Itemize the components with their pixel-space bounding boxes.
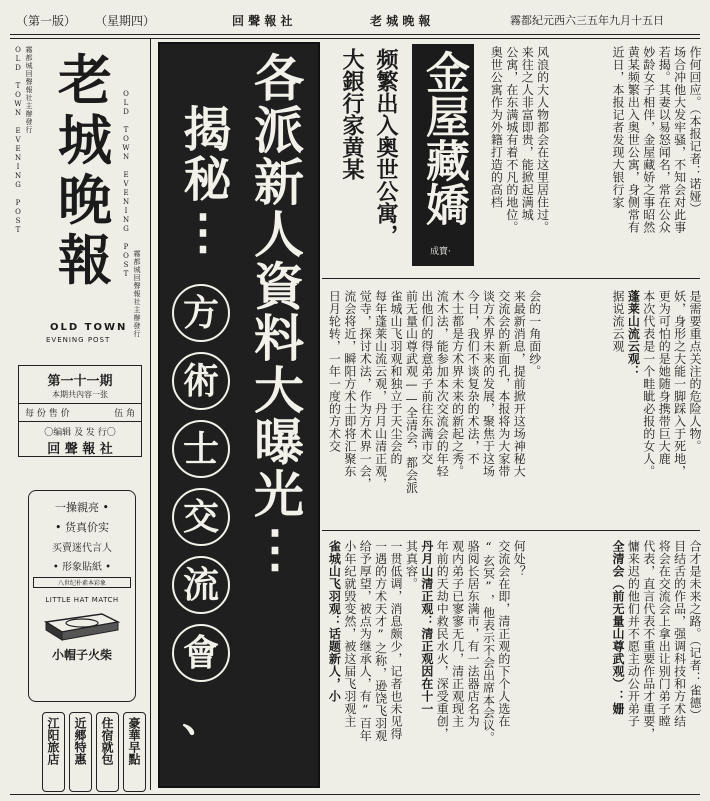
masthead-title	[50, 50, 120, 290]
circled-char: 士	[172, 420, 230, 478]
article-column: 更为可怕的是她随身携带巨大鹿	[657, 290, 672, 465]
bottom-rule	[10, 794, 700, 795]
ad-brand-en: LITTLE HAT MATCH	[45, 596, 119, 604]
press-name-left: 回 聲 報 社	[232, 14, 293, 28]
article-column: 风浪的大人物都会在这里居住过。	[535, 46, 550, 234]
bottom-ads	[22, 712, 146, 792]
article-column: 木士都是方术界未来的新起之秀。	[450, 290, 465, 478]
match-ad	[28, 490, 136, 702]
article-column: 合才是未来之路。（记者：雀德）	[688, 540, 702, 722]
article-column: 黄某频繁出入奥世公寓，身侧常有	[626, 46, 641, 234]
masthead-char: 報	[58, 228, 112, 292]
ad-line-3: 买賣迷代言人	[52, 543, 112, 554]
article-column: 骆阅长居东满市，有一法器店名为	[466, 540, 481, 728]
article-column: 近日，本报记者发现大银行家	[610, 46, 625, 209]
masthead-side-text: OLD TOWN EVENING POST	[14, 46, 22, 235]
weekday-label: （星期四）	[95, 14, 156, 28]
feature-title: 金屋藏嬌	[418, 50, 469, 226]
ad-line-1: 一操親亮 •	[55, 501, 109, 514]
article-column: 前无量山尊武观——全清会，都会派	[404, 290, 419, 494]
masthead-side-text-3: OLD TOWN EVENING POST	[122, 90, 130, 279]
section-rule-2	[322, 530, 700, 531]
left-column-divider	[150, 38, 151, 790]
ad-line-2: • 货真价实	[55, 521, 109, 534]
circled-char: 術	[172, 352, 230, 410]
edition-label: （第一版）	[16, 14, 77, 28]
masthead-side-text-2: 霧都城回聲報社主辦發行	[25, 46, 33, 134]
article-column: 丹月山清正观：清正观因在十一	[419, 540, 434, 715]
issue-box	[18, 365, 142, 457]
article-column: 交流会的新面孔，本报将为大家带	[496, 290, 511, 478]
article-column: 来最新消息，提前掀开这场神秘大	[512, 290, 527, 478]
article-column: 妙龄女子相伴，金屋藏娇之事昭然	[641, 46, 656, 234]
article-column: 今日，我们不谈复杂的术法，不	[466, 290, 481, 465]
feature-title-box	[412, 44, 474, 266]
headline-block	[158, 42, 320, 788]
article-column: 雀城山飞羽观：话题新人，小	[327, 540, 342, 703]
ad-line-4: • 形象貼紙 •	[52, 562, 112, 573]
circled-char: 交	[172, 488, 230, 546]
masthead-english-sub: EVENING POST	[46, 336, 111, 344]
price-label: 每 份 售 价	[25, 409, 70, 419]
paper-name-center: 老 城 晚 報	[370, 14, 431, 28]
editor-line: 〇编辑 及 发 行〇	[44, 428, 116, 438]
article-column: 每年蓬莱山流云观，丹月山清正观，	[373, 290, 388, 490]
circled-char: 方	[172, 284, 230, 342]
article-column: 日月轮转，一年一度的方术交	[327, 290, 342, 453]
article-column: 据说流云观	[610, 290, 625, 353]
article-column: 作何回应。（本报记者：诺娅）	[688, 46, 702, 215]
section-rule-1	[322, 278, 700, 279]
article-column: 观内弟子已寥寥无几，清正观现主	[450, 540, 465, 728]
circled-char: 流	[172, 556, 230, 614]
price-value: 伍 角	[114, 409, 135, 419]
article-column: 出他们的得意弟子前往东满市交	[419, 290, 434, 465]
article-column: 年前的天劫中救民水火，深受重创，	[435, 540, 450, 740]
article-column: 奥世公寓作为外籍打造的高档	[489, 46, 504, 209]
article-column: 全清会（前无量山尊武观）：姗	[610, 540, 625, 715]
circled-char: 會	[172, 624, 230, 682]
headline-reveal: 揭秘⋮	[175, 104, 231, 262]
article-column: 代表，直言代表不重要作品才重要，	[641, 540, 656, 740]
article-column: 本次代表是一个畦眦必报的女人。	[641, 290, 656, 478]
article-column: 妖，身形之大能一脚踩入于死地，	[672, 290, 687, 478]
masthead-char: 老	[58, 48, 112, 112]
masthead-char: 城	[58, 108, 112, 172]
issue-note: 本期共內容一张	[52, 390, 108, 399]
article-column: 其真容。	[404, 540, 419, 590]
bottom-ad: 近郷特惠	[69, 712, 92, 792]
article-bottom-right	[610, 540, 702, 790]
issue-number: 第一十一期	[47, 374, 113, 389]
article-column: 给予厚望，被点为继承人，有“百年	[358, 540, 373, 742]
ad-brand-cn: 小帽子火柴	[51, 648, 112, 662]
article-column: 一遇的方术天才”之称，逊饶飞羽观	[373, 540, 388, 742]
masthead-char: 晚	[58, 168, 112, 232]
article-mid-center	[326, 290, 542, 522]
article-column: 来往之人非富即贵，能掀起满城	[520, 46, 535, 221]
article-column: 谈方术界未来的发展，聚焦于这场	[481, 290, 496, 478]
article-top-right	[610, 46, 702, 284]
bottom-ad: 豪華早點	[123, 712, 146, 792]
article-column: 慵来迟的他们并不愿主动公开弟子	[626, 540, 641, 728]
article-column: 何处？	[512, 540, 527, 578]
ad-line-5: 八世纪朴素本彩象	[33, 577, 131, 588]
article-mid-right	[610, 290, 702, 522]
article-bottom-center	[326, 540, 526, 790]
article-column: 会的一角面纱。	[527, 290, 542, 378]
issue-date: 霧都紀元西六三五年九月十五日	[510, 14, 664, 27]
article-column: 目结舌的作品，强调科技和方术结	[672, 540, 687, 728]
article-column: 将会在交流会上拿出让别门弟子瞠	[657, 540, 672, 728]
feature-subtitle-2: 大銀行家黄某	[339, 48, 365, 180]
article-column: 交流会在即，清正观的下个人选在	[496, 540, 511, 728]
article-column: 小年纪就毁变然，被这届飞羽观主	[342, 540, 357, 728]
article-column: 是需要重点关注的危险人物。	[688, 290, 702, 453]
article-column: 若揭。其妻以易怒闻名，常在公众	[657, 46, 672, 234]
top-rule-2	[10, 38, 700, 39]
masthead-side-text-4: 霧都城回聲報社主辦發行	[133, 250, 141, 338]
article-column: 流会将近，瞬阳方术士即将汇聚东	[342, 290, 357, 478]
feature-credit: 成寶·	[430, 247, 451, 257]
article-column: “玄冥”，他表示不会出席本会议。	[481, 540, 496, 744]
article-column: 蓬莱山流云观：	[626, 290, 641, 378]
article-column: 公寓，在东满城有着不凡的地位。	[504, 46, 519, 234]
circled-characters	[172, 284, 232, 743]
headline-tail: 、	[182, 694, 222, 741]
bottom-ad: 住宿就包	[96, 712, 119, 792]
top-rule	[10, 34, 700, 35]
article-column: 一贯低调，消息颇少，记者也未见得	[389, 540, 404, 740]
article-column: 觉寺，探讨术法，作为方术界一会，	[358, 290, 373, 490]
feature-subtitle-1: 频繁出入奥世公寓，	[373, 48, 399, 246]
article-feature-body	[488, 46, 550, 268]
headline-main: 各派新人資料大曝光⋮	[246, 52, 305, 580]
article-column: 雀城山飞羽观和独立于天尘会的	[389, 290, 404, 465]
matchbox-icon	[42, 608, 122, 644]
bottom-ad: 江阳旅店	[42, 712, 65, 792]
masthead-english: OLD TOWN	[50, 322, 128, 333]
article-column: 场合冲他大发牢骚，不知会对此事	[672, 46, 687, 234]
publisher-name: 回 聲 報 社	[47, 442, 113, 457]
article-column: 流木法，能参加本次交流会的年轻	[435, 290, 450, 478]
